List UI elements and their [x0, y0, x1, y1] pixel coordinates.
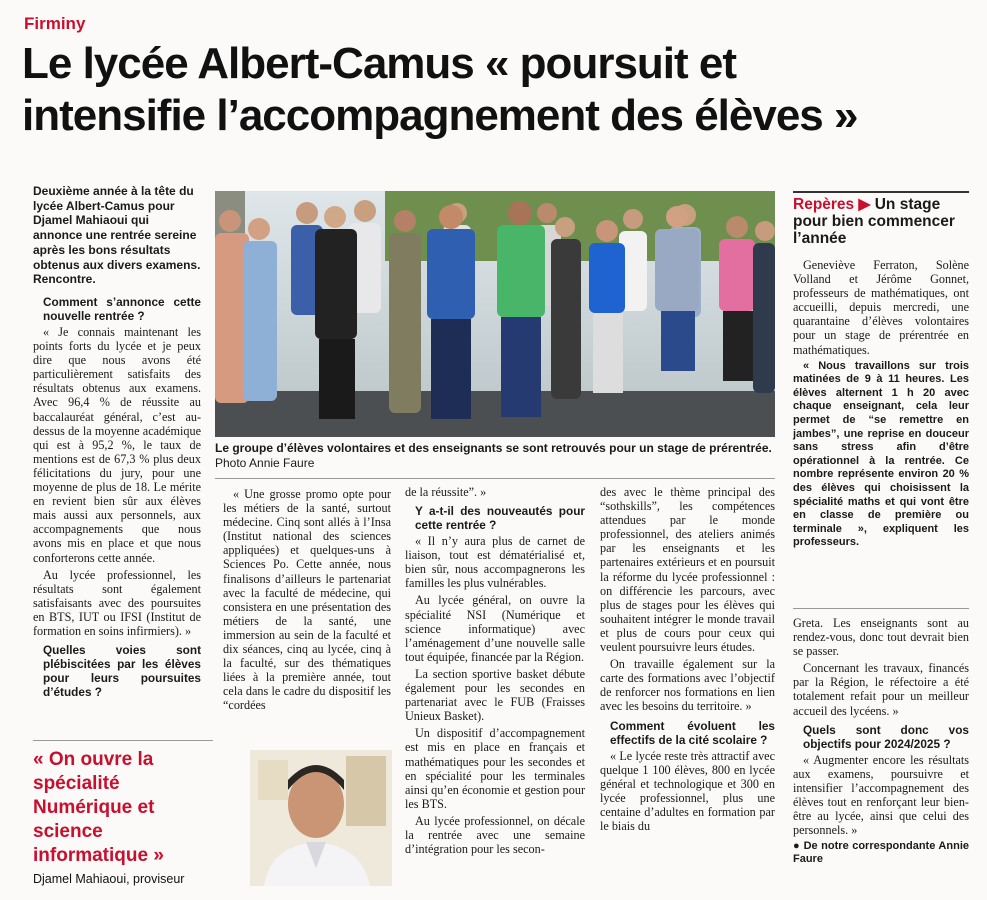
paragraph: Au lycée professionnel, les résultats sont également satisfaisants avec des poursuites en BTS, IUT ou IFSI (Institut de formation en soins infirmiers). »: [33, 567, 201, 638]
arrow-right-icon: ▶: [858, 196, 871, 213]
column-1: [33, 290, 201, 701]
question-heading: Y a-t-il des nouveautés pour cette rentrée ?: [415, 504, 585, 533]
column-4: [600, 485, 775, 836]
paragraph: Au lycée professionnel, on décale la rentrée avec une semaine d’intégration pour les secon-: [405, 813, 585, 857]
reperes-label: Repères: [793, 196, 855, 213]
pull-quote-attribution: Djamel Mahiaoui, proviseur: [33, 872, 185, 886]
question-heading: Quelles voies sont plébiscitées par les élèves pour leurs poursuites d’études ?: [43, 643, 201, 700]
sidebar-headline: Un stage pour bien commencer l’année: [793, 196, 955, 247]
sidebar-title: [793, 196, 973, 247]
paragraph: La section sportive basket débute également pour les secondes en partenariat avec le FUB (Fraisses Unieux Basket).: [405, 666, 585, 724]
article-lead: Deuxième année à la tête du lycée Albert-Camus pour Djamel Mahiaoui qui annonce une rentrée sereine après les bons résultats obtenus aux divers examens. Rencontre.: [33, 184, 201, 287]
portrait-photo: [250, 750, 392, 886]
divider: [215, 478, 775, 479]
paragraph: de la réussite”. »: [405, 485, 487, 499]
paragraph: On travaille également sur la carte des formations avec l’objectif de renforcer nos formations en lien avec les besoins du territoire. »: [600, 657, 775, 714]
column-5: [793, 616, 969, 869]
paragraph: Au lycée général, on ouvre la spécialité NSI (Numérique et science informatique) avec l’aménagement d’une nouvelle salle tout équipée, financée par la Région.: [405, 593, 585, 664]
paragraph: « Augmenter encore les résultats aux examens, poursuivre et intensifier l’accompagnement des élèves tout en renforçant leur bien-être au lycée, ainsi que celui des personnels. »: [793, 752, 969, 838]
column-2: [223, 487, 391, 716]
column-3: [405, 485, 585, 859]
paragraph: « Je connais maintenant les points forts du lycée et je peux dire que nous avons été particulièrement satisfaits des résultats obtenus aux examens. Avec 96,4 % de réussite au baccalauréat général, c’est au-dessus de la moyenne académique qui est à 95,2 %, le taux de mentions est de 67,3 % plus deux félicitations du jury, pour une moyenne de plus de 18. Le mérite en revient bien sûr aux élèves mais aussi aux personnels, aux accompagnements que nous avons mis en place et que nous conforterons cette année.: [33, 325, 201, 565]
article-headline: [22, 38, 972, 142]
headline-line-1: Le lycée Albert-Camus « poursuit et: [22, 39, 737, 88]
question-heading: Comment s’annonce cette nouvelle rentrée ?: [43, 295, 201, 323]
headline-line-2: intensifie l’accompagnement des élèves »: [22, 91, 858, 140]
paragraph: « Il n’y aura plus de carnet de liaison, tout est dématérialisé et, bien sûr, nous accompagnerons les familles les plus vulnérables.: [405, 534, 585, 591]
paragraph: Un dispositif d’accompagnement est mis en place en français et mathématiques pour les secondes et en spécialité pour les terminales ainsi qu’en économie et gestion pour les BTS.: [405, 726, 585, 811]
question-heading: Quels sont donc vos objectifs pour 2024/2025 ?: [803, 722, 969, 751]
paragraph: Concernant les travaux, financés par la Région, le réfectoire a été totalement refait pour un meilleur accueil des lycéens. »: [793, 661, 969, 718]
pull-quote: « On ouvre la spécialité Numérique et science informatique »: [33, 749, 164, 866]
question-heading: Comment évoluent les effectifs de la cité scolaire ?: [610, 718, 775, 747]
paragraph: Geneviève Ferraton, Solène Volland et Jérôme Gonnet, professeurs de mathématiques, ont accueilli, depuis mercredi, une quarantaine d’élèves volontaires pour un stage de prérentrée en mathématiques.: [793, 258, 969, 357]
pullquote-rule: [33, 740, 213, 741]
sidebar-body: [793, 258, 969, 553]
paragraph: des avec le thème principal des “sothskills”, les compétences attendues par le monde professionnel, des ateliers animés par les enseignants et les partenaires extérieurs et en poursuit la réforme du lycée professionnel : on différencie les parcours, avec plus de stages pour les élèves qui souhaitent intégrer le monde travail et plus de cours pour ceux qui veulent poursuivre leurs études.: [600, 485, 775, 655]
paragraph: « Le lycée reste très attractif avec quelque 1 100 élèves, 800 en lycée général et technologique et 300 en lycée professionnel, plus une centaine d’adultes en formation par le biais du: [600, 748, 775, 833]
group-photo: [215, 191, 775, 437]
paragraph: Greta. Les enseignants sont au rendez-vous, donc tout devrait bien se passer.: [793, 616, 969, 659]
group-photo-illustration: [215, 191, 775, 437]
paragraph: « Nous travaillons sur trois matinées de 9 à 11 heures. Les élèves alternent 1 h 20 avec chaque enseignant, cela leur permet de “se remettre en jambes”, une reprise en douceur sans stress afin d’être opérationnel à la rentrée. Ce nombre représente environ 20 % des élèves qui choisissent la spécialité maths et qui vont être en classe de première ou terminale », expliquent les professeurs.: [793, 359, 969, 549]
sidebar-top-rule: [793, 191, 969, 193]
photo-credit: Photo Annie Faure: [215, 456, 315, 470]
caption-text: Le groupe d’élèves volontaires et des enseignants se sont retrouvés pour un stage de prérentrée.: [215, 441, 772, 455]
portrait-illustration: [250, 750, 392, 886]
paragraph: « Une grosse promo opte pour les métiers de la santé, surtout médecine. Cinq sont allés à l’Insa (Institut national des sciences appliquées) et quelques-uns à Sciences Po. Cette année, nous finalisons d’ailleurs le partenariat avec la faculté de médecine, qui consistera en une présentation des métiers de la santé, une immersion au sein de la faculté et dix séances, cinq au lycée, cinq à la faculté, sur des thématiques liées à la première année, tout cela dans le cadre du dispositif les “cordées: [223, 487, 391, 713]
correspondent-signature: ● De notre correspondante Annie Faure: [793, 840, 969, 866]
section-kicker: Firminy: [24, 14, 86, 33]
sidebar-bottom-rule: [793, 608, 969, 609]
photo-caption: [215, 441, 775, 471]
